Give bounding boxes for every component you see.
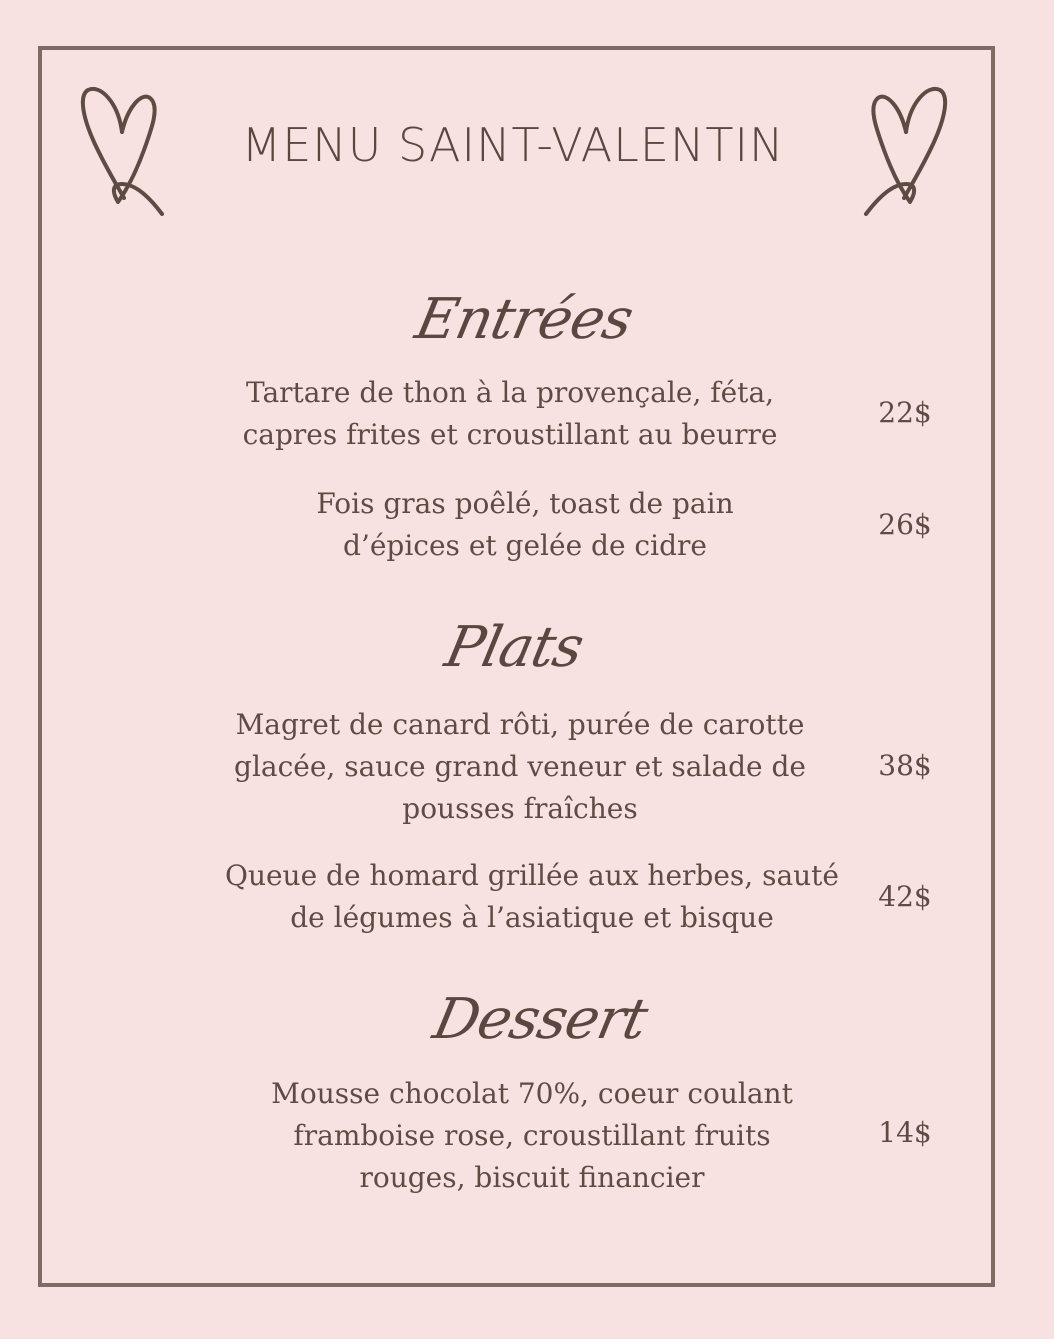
section-title-dessert: Dessert bbox=[427, 987, 653, 1052]
menu-item-price: 14$ bbox=[878, 1116, 932, 1149]
heart-icon bbox=[860, 80, 950, 220]
menu-item-text: Fois gras poêlé, toast de pain d’épices et gelée de cidre bbox=[316, 487, 734, 562]
menu-title: MENU SAINT-VALENTIN bbox=[241, 118, 785, 172]
menu-item-text: Mousse chocolat 70%, coeur coulant framboise rose, croustillant fruits rouges, biscuit financier bbox=[271, 1077, 793, 1194]
menu-item-text: Magret de canard rôti, purée de carotte glacée, sauce grand veneur et salade de pousses fraîches bbox=[234, 708, 806, 825]
menu-item-price: 22$ bbox=[878, 396, 932, 429]
section-title-plats: Plats bbox=[439, 615, 589, 680]
menu-item-price: 42$ bbox=[878, 880, 932, 913]
menu-item-text: Queue de homard grillée aux herbes, sauté de légumes à l’asiatique et bisque bbox=[224, 859, 839, 934]
menu-item-price: 38$ bbox=[878, 749, 932, 782]
menu-item-price: 26$ bbox=[878, 508, 932, 541]
menu-item-text: Tartare de thon à la provençale, féta, capres frites et croustillant au beurre bbox=[242, 376, 778, 451]
heart-icon bbox=[78, 80, 168, 220]
section-title-entrees: Entrées bbox=[410, 287, 639, 352]
